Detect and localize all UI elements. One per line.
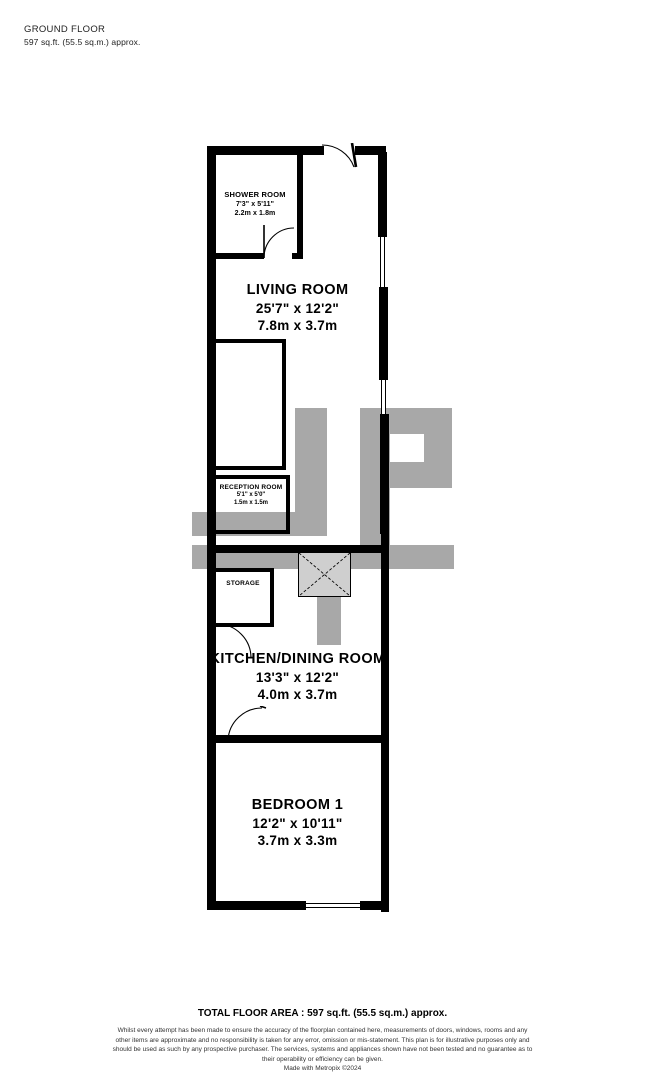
floor-title: GROUND FLOOR bbox=[24, 24, 106, 35]
floorplan-footer bbox=[0, 1008, 645, 1072]
room-label-living-room bbox=[205, 281, 390, 335]
room-dim-imperial: 13'3" x 12'2" bbox=[255, 669, 340, 685]
room-dim-metric: 1.5m x 1.5m bbox=[233, 500, 269, 507]
room-name: BEDROOM 1 bbox=[251, 797, 344, 813]
wall-right-upper bbox=[378, 152, 387, 237]
wall-shower-bottom bbox=[207, 253, 264, 259]
room-name: LIVING ROOM bbox=[246, 282, 349, 298]
door-arc-icon bbox=[320, 143, 360, 169]
room-name: STORAGE bbox=[226, 580, 260, 587]
made-with-text: Made with Metropix ©2024 bbox=[283, 1065, 362, 1072]
room-label-storage bbox=[212, 580, 274, 588]
wall-right-middle bbox=[380, 414, 389, 534]
door-entrance bbox=[320, 143, 360, 169]
door-shower-room bbox=[258, 222, 298, 260]
wall-storage-right bbox=[270, 568, 274, 627]
total-floor-area: TOTAL FLOOR AREA : 597 sq.ft. (55.5 sq.m.) approx. bbox=[197, 1008, 448, 1020]
disclaimer-text: Whilst every attempt has been made to ensure the accuracy of the floorplan contained here, measurements of doors, windows, rooms and any other items are approximate and no responsibility is taken for any error, omission or mis-statement. This plan is for illustrative purposes only and should be used as such by any prospective purchaser. The services, systems and appliances shown have not been tested and no guarantee as to their operability or efficiency can be given. bbox=[112, 1027, 533, 1063]
room-label-bedroom-1 bbox=[205, 796, 390, 850]
wall-bottom-left bbox=[207, 901, 306, 910]
room-label-reception-room bbox=[212, 484, 290, 508]
room-name: RECEPTION ROOM bbox=[219, 484, 283, 491]
door-arc-icon bbox=[258, 222, 298, 260]
room-dim-imperial: 12'2" x 10'11" bbox=[252, 815, 343, 831]
door-arc-icon bbox=[226, 706, 268, 742]
room-name: KITCHEN/DINING ROOM bbox=[209, 651, 386, 667]
wall-storage-top bbox=[212, 568, 274, 572]
room-dim-imperial: 7'3" x 5'11" bbox=[235, 200, 275, 208]
room-label-kitchen-dining-room bbox=[205, 650, 390, 704]
wall-top bbox=[207, 146, 324, 155]
window-right-upper bbox=[380, 237, 385, 287]
room-label-shower-room bbox=[210, 190, 300, 218]
floor-area: 597 sq.ft. (55.5 sq.m.) approx. bbox=[24, 36, 141, 47]
wall-right-lower bbox=[381, 534, 389, 912]
room-name: SHOWER ROOM bbox=[224, 190, 286, 199]
window-bottom bbox=[306, 903, 360, 908]
room-dim-imperial: 25'7" x 12'2" bbox=[255, 300, 340, 316]
wall-reception-bottom bbox=[212, 530, 290, 534]
room-dim-metric: 3.7m x 3.3m bbox=[257, 833, 338, 849]
wall-recess-top bbox=[212, 339, 286, 343]
door-bedroom bbox=[226, 706, 268, 742]
hatch-cross-icon bbox=[299, 553, 350, 596]
window-right-middle bbox=[381, 380, 386, 414]
room-dim-metric: 7.8m x 3.7m bbox=[257, 318, 338, 334]
stair-hatch bbox=[298, 552, 351, 597]
wall-reception-top bbox=[212, 475, 290, 479]
wall-recess-bottom bbox=[212, 466, 286, 470]
wall-recess-right bbox=[282, 339, 286, 469]
room-dim-metric: 2.2m x 1.8m bbox=[234, 209, 276, 217]
room-dim-metric: 4.0m x 3.7m bbox=[257, 687, 338, 703]
room-dim-imperial: 5'1" x 5'0" bbox=[236, 492, 266, 499]
